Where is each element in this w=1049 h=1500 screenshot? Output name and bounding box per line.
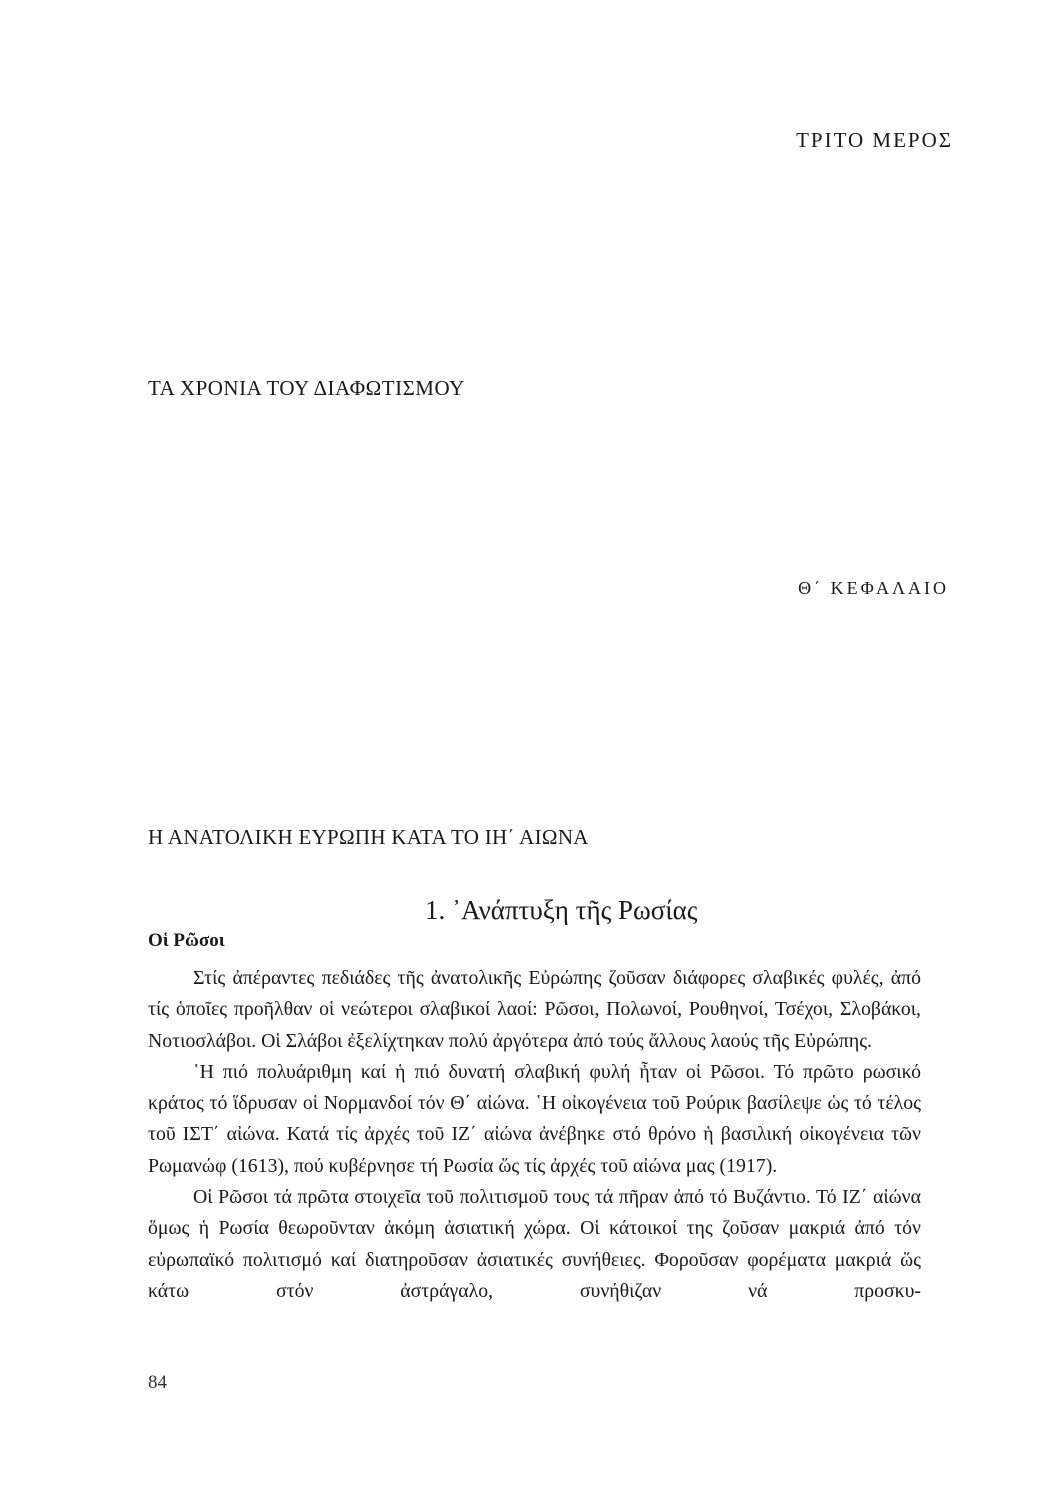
paragraph-1: Στίς ἀπέραντες πεδιάδες τῆς ἀνατολικῆς Εὐρώπης ζοῦσαν διάφορες σλαβικές φυλές, ἀπό τίς ὁποῖες προῆλθαν οἱ νεώτεροι σλαβικοί λαοί: Ρῶσοι, Πολωνοί, Ρουθηνοί, Τσέχοι, Σλοβάκοι, Νοτιοσλάβοι. Οἱ Σλάβοι ἐξελίχτηκαν πολύ ἀργότερα ἀπό τούς ἄλλους λαούς τῆς Εὐρώπης. (148, 967, 921, 1052)
chapter-label: Θ΄ ΚΕΦΑΛΑΙΟ (798, 578, 949, 598)
part-label: ΤΡΙΤΟ ΜΕΡΟΣ (796, 128, 953, 152)
paragraph-3: Οἱ Ρῶσοι τά πρῶτα στοιχεῖα τοῦ πολιτισμοῦ τους τά πῆραν ἀπό τό Βυζάντιο. Τό ΙΖ΄ αἰώνα ὅμως ἡ Ρωσία θεωροῦνταν ἀκόμη ἀσιατική χώρα. Οἱ κάτοικοί της ζοῦσαν μακριά ἀπό τόν εὐρωπαϊκό πολιτισμό καί διατηροῦσαν ἀσιατικές συνήθειες. Φοροῦσαν φορέματα μακριά ὥς κάτω στόν ἀστράγαλο, συνήθιζαν νά προσκυ- (148, 1186, 921, 1302)
side-heading: Οἱ Ρῶσοι (148, 930, 225, 951)
period-title: ΤΑ ΧΡΟΝΙΑ ΤΟΥ ΔΙΑΦΩΤΙΣΜΟΥ (148, 376, 465, 400)
chapter-title: Η ΑΝΑΤΟΛΙΚΗ ΕΥΡΩΠΗ ΚΑΤΑ ΤΟ ΙΗ΄ ΑΙΩΝΑ (148, 825, 589, 849)
page-number: 84 (148, 1372, 167, 1393)
body-text (148, 963, 921, 1307)
section-title: 1. ᾿Ανάπτυξη τῆς Ρωσίας (425, 895, 698, 925)
paragraph-2: ῾Η πιό πολυάριθμη καί ἡ πιό δυνατή σλαβική φυλή ἦταν οἱ Ρῶσοι. Τό πρῶτο ρωσικό κράτος τό ἵδρυσαν οἱ Νορμανδοί τόν Θ΄ αἰώνα. ῾Η οἰκογένεια τοῦ Ρούρικ βασίλεψε ὡς τό τέλος τοῦ ΙΣΤ΄ αἰώνα. Κατά τίς ἀρχές τοῦ ΙΖ΄ αἰώνα ἀνέβηκε στό θρόνο ἡ βασιλική οἰκογένεια τῶν Ρωμανώφ (1613), πού κυβέρνησε τή Ρωσία ὥς τίς ἀρχές τοῦ αἰώνα μας (1917). (148, 1060, 921, 1177)
